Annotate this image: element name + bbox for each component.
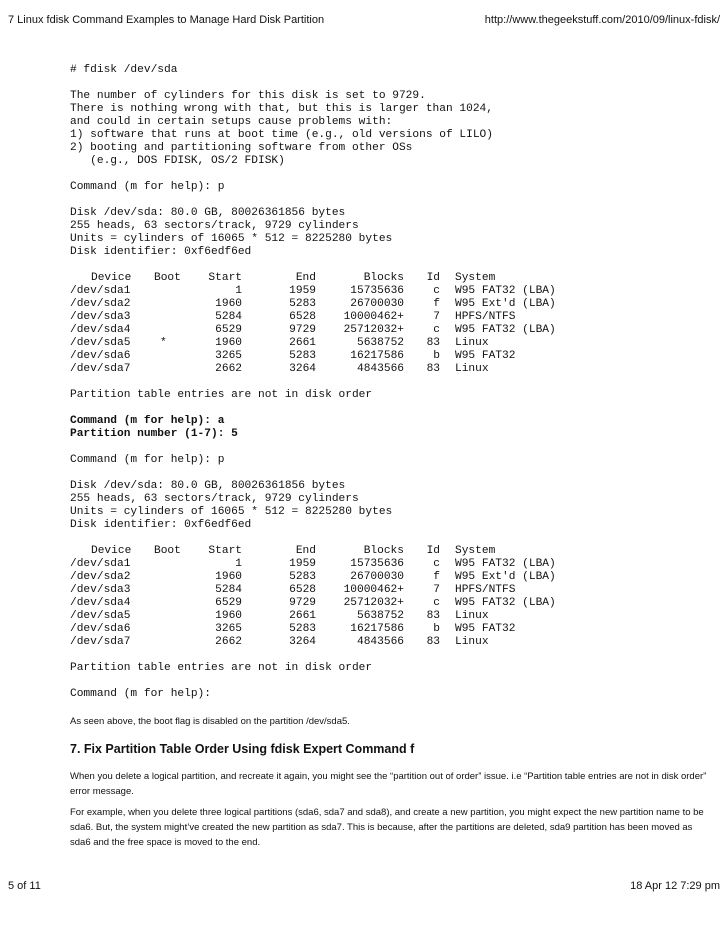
table-row bbox=[70, 597, 710, 610]
command-prompt: Command (m for help): p bbox=[70, 454, 225, 466]
device-cell: /dev/sda3 bbox=[70, 584, 131, 596]
page-title: 7 Linux fdisk Command Examples to Manage Hard Disk Partition bbox=[8, 14, 325, 26]
table-row bbox=[70, 571, 710, 584]
start-cell: 1960 bbox=[215, 571, 242, 583]
device-cell: /dev/sda2 bbox=[70, 571, 131, 583]
id-cell: c bbox=[433, 558, 440, 570]
start-cell: 1960 bbox=[215, 610, 242, 622]
start-cell: 1 bbox=[235, 558, 242, 570]
id-cell: f bbox=[433, 298, 440, 310]
disk-info: Disk /dev/sda: 80.0 GB, 80026361856 bytes 255 heads, 63 sectors/track, 9729 cylinders Units = cylinders of 16065 * 512 = 8225280 bytes Disk identifier: 0xf6edf6ed bbox=[70, 480, 393, 531]
id-cell: 7 bbox=[433, 311, 440, 323]
system-cell: Linux bbox=[455, 363, 489, 375]
id-cell: 83 bbox=[426, 636, 440, 648]
table-row bbox=[70, 610, 710, 623]
warning-text: The number of cylinders for this disk is set to 9729. There is nothing wrong with that, but this is larger than 1024, and could in certain setups cause problems with: 1) software that runs at boot time (e.g., old versions of LILO) 2) booting and partitioning software from other OSs (e.g., DOS FDISK, OS/2 FDISK) bbox=[70, 90, 493, 167]
system-cell: W95 Ext'd (LBA) bbox=[455, 298, 556, 310]
print-datetime: 18 Apr 12 7:29 pm bbox=[630, 880, 720, 892]
table-row bbox=[70, 584, 710, 597]
id-cell: 83 bbox=[426, 610, 440, 622]
disk-info: Disk /dev/sda: 80.0 GB, 80026361856 bytes 255 heads, 63 sectors/track, 9729 cylinders Units = cylinders of 16065 * 512 = 8225280 bytes Disk identifier: 0xf6edf6ed bbox=[70, 207, 393, 258]
start-cell: 2662 bbox=[215, 363, 242, 375]
start-cell: 1 bbox=[235, 285, 242, 297]
id-cell: b bbox=[433, 350, 440, 362]
start-cell: 3265 bbox=[215, 350, 242, 362]
command-prompt: Command (m for help): bbox=[70, 688, 211, 700]
end-cell: 1959 bbox=[289, 285, 316, 297]
note-text: As seen above, the boot flag is disabled on the partition /dev/sda5. bbox=[70, 716, 350, 727]
table-row bbox=[70, 298, 710, 311]
article-content bbox=[70, 64, 710, 850]
id-cell: b bbox=[433, 623, 440, 635]
table-header: Device Boot Start End Blocks Id System bbox=[91, 272, 496, 284]
end-cell: 5283 bbox=[289, 350, 316, 362]
device-cell: /dev/sda6 bbox=[70, 350, 131, 362]
table-row bbox=[70, 623, 710, 636]
order-message: Partition table entries are not in disk order bbox=[70, 662, 373, 674]
id-cell: 83 bbox=[426, 337, 440, 349]
device-cell: /dev/sda1 bbox=[70, 285, 131, 297]
end-cell: 2661 bbox=[289, 610, 316, 622]
id-cell: c bbox=[433, 285, 440, 297]
end-cell: 2661 bbox=[289, 337, 316, 349]
system-cell: W95 FAT32 (LBA) bbox=[455, 285, 556, 297]
id-cell: 7 bbox=[433, 584, 440, 596]
start-cell: 6529 bbox=[215, 597, 242, 609]
device-cell: /dev/sda2 bbox=[70, 298, 131, 310]
device-cell: /dev/sda4 bbox=[70, 597, 131, 609]
end-cell: 1959 bbox=[289, 558, 316, 570]
device-cell: /dev/sda7 bbox=[70, 636, 131, 648]
system-cell: W95 FAT32 (LBA) bbox=[455, 558, 556, 570]
blocks-cell: 5638752 bbox=[357, 337, 404, 349]
end-cell: 5283 bbox=[289, 298, 316, 310]
table-row bbox=[70, 558, 710, 571]
start-cell: 5284 bbox=[215, 311, 242, 323]
id-cell: c bbox=[433, 324, 440, 336]
table-header: Device Boot Start End Blocks Id System bbox=[91, 545, 496, 557]
blocks-cell: 26700030 bbox=[350, 298, 404, 310]
device-cell: /dev/sda5 bbox=[70, 337, 131, 349]
id-cell: 83 bbox=[426, 363, 440, 375]
blocks-cell: 16217586 bbox=[350, 623, 404, 635]
blocks-cell: 16217586 bbox=[350, 350, 404, 362]
table-row bbox=[70, 324, 710, 337]
start-cell: 1960 bbox=[215, 298, 242, 310]
system-cell: Linux bbox=[455, 636, 489, 648]
partition-table bbox=[70, 272, 710, 376]
end-cell: 9729 bbox=[289, 597, 316, 609]
paragraph: For example, when you delete three logical partitions (sda6, sda7 and sda8), and create a new partition, you might expect the new partition name to be sda6. But, the system might’ve created the new partition as sda7. This is because, after the partitions are deleted, sda9 partition has been moved as sda6 and the free space is moved to the end. bbox=[70, 807, 704, 848]
boot-flag-cell: * bbox=[160, 337, 167, 349]
device-cell: /dev/sda5 bbox=[70, 610, 131, 622]
start-cell: 5284 bbox=[215, 584, 242, 596]
blocks-cell: 25712032+ bbox=[343, 324, 404, 336]
system-cell: W95 FAT32 bbox=[455, 623, 516, 635]
blocks-cell: 10000462+ bbox=[343, 311, 404, 323]
system-cell: HPFS/NTFS bbox=[455, 311, 516, 323]
blocks-cell: 4843566 bbox=[357, 636, 404, 648]
command-line: Partition number (1-7): 5 bbox=[70, 428, 238, 440]
device-cell: /dev/sda7 bbox=[70, 363, 131, 375]
command-line: Command (m for help): a bbox=[70, 415, 225, 427]
paragraph: When you delete a logical partition, and recreate it again, you might see the “partition out of order” issue. i.e “Partition table entries are not in disk order” error message. bbox=[70, 771, 707, 797]
command-prompt: Command (m for help): p bbox=[70, 181, 225, 193]
device-cell: /dev/sda6 bbox=[70, 623, 131, 635]
table-row bbox=[70, 350, 710, 363]
end-cell: 5283 bbox=[289, 571, 316, 583]
end-cell: 3264 bbox=[289, 363, 316, 375]
blocks-cell: 5638752 bbox=[357, 610, 404, 622]
blocks-cell: 15735636 bbox=[350, 558, 404, 570]
id-cell: c bbox=[433, 597, 440, 609]
order-message: Partition table entries are not in disk order bbox=[70, 389, 373, 401]
end-cell: 5283 bbox=[289, 623, 316, 635]
blocks-cell: 10000462+ bbox=[343, 584, 404, 596]
table-row bbox=[70, 363, 710, 376]
table-row bbox=[70, 311, 710, 324]
start-cell: 1960 bbox=[215, 337, 242, 349]
command-line: # fdisk /dev/sda bbox=[70, 64, 178, 76]
end-cell: 9729 bbox=[289, 324, 316, 336]
end-cell: 3264 bbox=[289, 636, 316, 648]
system-cell: W95 FAT32 (LBA) bbox=[455, 324, 556, 336]
start-cell: 3265 bbox=[215, 623, 242, 635]
blocks-cell: 15735636 bbox=[350, 285, 404, 297]
table-row bbox=[70, 337, 710, 350]
system-cell: Linux bbox=[455, 610, 489, 622]
system-cell: W95 Ext'd (LBA) bbox=[455, 571, 556, 583]
table-row bbox=[70, 636, 710, 649]
partition-table bbox=[70, 545, 710, 649]
blocks-cell: 26700030 bbox=[350, 571, 404, 583]
system-cell: Linux bbox=[455, 337, 489, 349]
device-cell: /dev/sda1 bbox=[70, 558, 131, 570]
end-cell: 6528 bbox=[289, 584, 316, 596]
end-cell: 6528 bbox=[289, 311, 316, 323]
blocks-cell: 25712032+ bbox=[343, 597, 404, 609]
system-cell: W95 FAT32 bbox=[455, 350, 516, 362]
table-row bbox=[70, 285, 710, 298]
section-heading: 7. Fix Partition Table Order Using fdisk Expert Command f bbox=[70, 742, 415, 756]
start-cell: 2662 bbox=[215, 636, 242, 648]
device-cell: /dev/sda3 bbox=[70, 311, 131, 323]
system-cell: W95 FAT32 (LBA) bbox=[455, 597, 556, 609]
page-number: 5 of 11 bbox=[8, 880, 41, 892]
page-url[interactable]: http://www.thegeekstuff.com/2010/09/linux-fdisk/ bbox=[484, 14, 720, 26]
id-cell: f bbox=[433, 571, 440, 583]
device-cell: /dev/sda4 bbox=[70, 324, 131, 336]
blocks-cell: 4843566 bbox=[357, 363, 404, 375]
system-cell: HPFS/NTFS bbox=[455, 584, 516, 596]
start-cell: 6529 bbox=[215, 324, 242, 336]
